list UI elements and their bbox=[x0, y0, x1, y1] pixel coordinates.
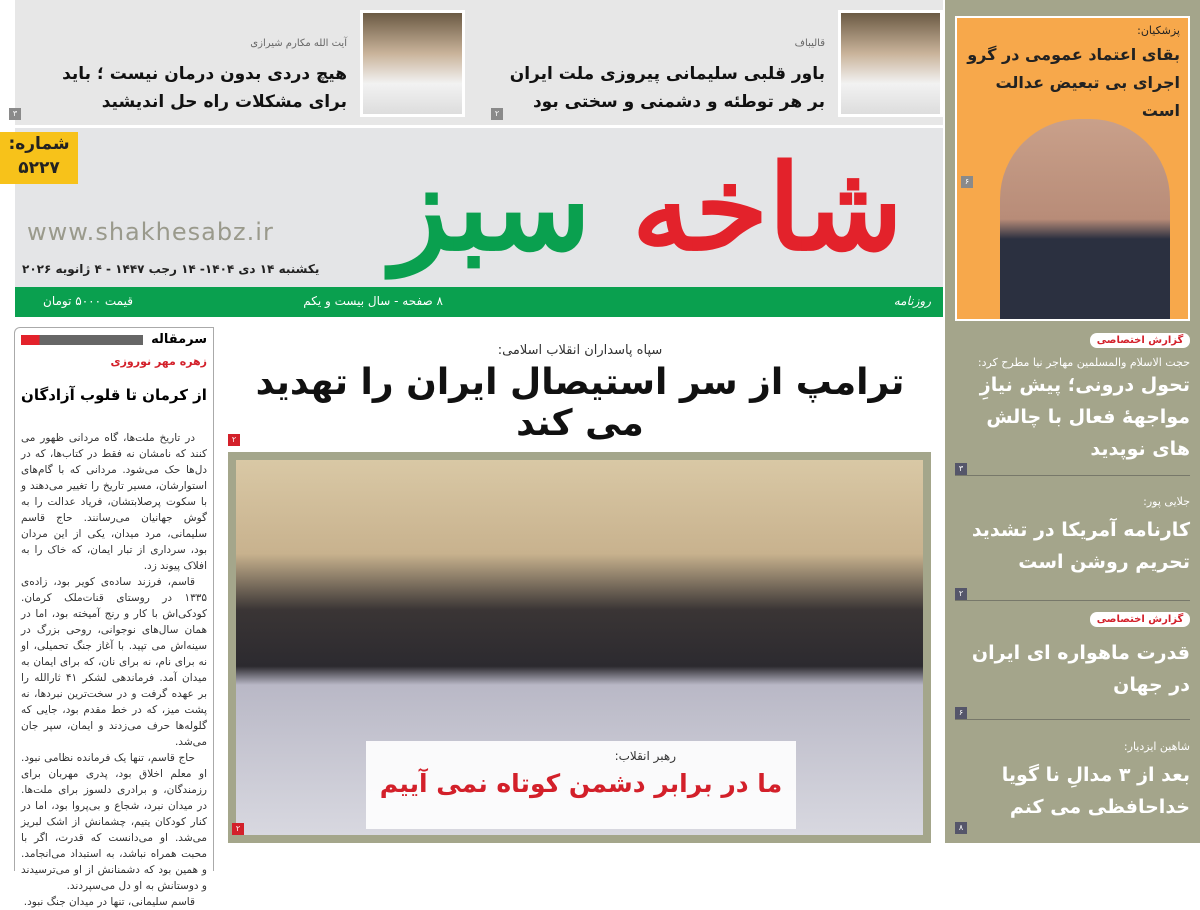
teaser-makarem[interactable] bbox=[12, 8, 465, 120]
price: قیمت ۵۰۰۰ تومان bbox=[43, 294, 133, 308]
paper-type: روزنامه bbox=[893, 294, 931, 308]
editorial-title[interactable]: از کرمان تا قلوب آزادگان bbox=[21, 386, 207, 404]
author: زهره مهر نوروزی bbox=[110, 355, 207, 368]
page-badge: ۲ bbox=[232, 823, 244, 835]
item-headline: کارنامه آمریکا در تشدید تحریم روشن است bbox=[971, 519, 1190, 573]
photo-image bbox=[236, 460, 923, 835]
sidebar-list bbox=[955, 333, 1190, 830]
page-badge: ۸ bbox=[955, 822, 967, 834]
main-kicker: سپاه پاسداران انقلاب اسلامی: bbox=[497, 343, 663, 358]
website-url[interactable]: www.shakhesabz.ir bbox=[27, 218, 274, 246]
item-kicker: حجت الاسلام والمسلمین مهاجر نیا مطرح کرد: bbox=[977, 356, 1190, 369]
sidebar-feature[interactable] bbox=[955, 16, 1190, 321]
feature-headline: بقای اعتماد عمومی در گرو اجرای بی تبعیض عدالت است bbox=[967, 45, 1180, 120]
sidebar-item[interactable] bbox=[955, 333, 1190, 475]
page-badge: ۲ bbox=[955, 588, 967, 600]
exclusive-tag: گزارش اختصاصی bbox=[1090, 333, 1190, 348]
item-headline: بعد از ۳ مدالِ نا گویا خداحافظی می کنم bbox=[1001, 764, 1190, 818]
teaser-photo bbox=[360, 10, 465, 117]
page-badge: ۳ bbox=[955, 463, 967, 475]
caption-kicker: رهبر انقلاب: bbox=[614, 749, 676, 763]
issue-date: یکشنبه ۱۴ دی ۱۴۰۴- ۱۴ رجب ۱۴۴۷ - ۴ ژانویه ۲۰۲۶ bbox=[22, 262, 320, 276]
section-bar bbox=[21, 335, 143, 345]
pages-year: ۸ صفحه - سال بیست و یکم bbox=[303, 294, 443, 308]
teaser-headline: باور قلبی سلیمانی پیروزی ملت ایران بر هر توطئه و دشمنی و سختی بود bbox=[509, 64, 825, 112]
teaser-headline: هیچ دردی بدون درمان نیست ؛ باید برای مشکلات راه حل اندیشید bbox=[62, 64, 347, 112]
item-kicker: شاهین ایزدیار: bbox=[1123, 740, 1190, 753]
caption-headline: ما در برابر دشمن کوتاه نمی آییم bbox=[379, 769, 783, 798]
page-badge: ۶ bbox=[961, 176, 973, 188]
paragraph: قاسم سلیمانی، تنها در میدان جنگ نبود. bbox=[23, 896, 195, 908]
paragraph: حاج قاسم، تنها یک فرمانده نظامی نبود. او معلم اخلاق بود، پدری مهربان برای رزمندگان، و برادری دلسوز برای ملت‌ها. در میدان نبرد، شجاع و بی‌پروا بود، اما در کنار کودکان یتیم، چشمانش از اشک لبریز می‌شد. او می‌دانست که قدرت، اگر با محبت همراه نباشد، به استبداد می‌انجامد. و همین بود که دشمنانش از او می‌ترسیدند و دوستانش به او دل می‌سپردند. bbox=[21, 752, 207, 892]
editorial-column bbox=[14, 327, 214, 908]
section-label: سرمقاله bbox=[151, 332, 207, 347]
feature-kicker: پزشکیان: bbox=[1137, 24, 1180, 37]
feature-photo bbox=[1000, 119, 1170, 319]
teaser-kicker: آیت الله مکارم شیرازی bbox=[250, 38, 347, 49]
item-kicker: جلایی پور: bbox=[1143, 495, 1190, 508]
exclusive-tag: گزارش اختصاصی bbox=[1090, 612, 1190, 627]
item-headline: قدرت ماهواره ای ایران در جهان bbox=[971, 642, 1190, 696]
teaser-kicker: قالیباف bbox=[794, 38, 825, 49]
teaser-ghalibaf[interactable] bbox=[493, 8, 943, 120]
page-badge: ۳ bbox=[9, 108, 21, 120]
page-badge: ۲ bbox=[491, 108, 503, 120]
main-headline[interactable]: ترامپ از سر استیصال ایران را تهدید می کند bbox=[255, 362, 905, 444]
sidebar-item[interactable] bbox=[955, 475, 1190, 600]
teaser-photo bbox=[838, 10, 943, 117]
top-teaser-strip bbox=[12, 0, 943, 125]
page-badge: ۲ bbox=[228, 434, 240, 446]
paragraph: در تاریخ ملت‌ها، گاه مردانی ظهور می کنند که نامشان نه فقط در کتاب‌ها، که در دل‌ها حک می‌شود. مردانی که با گام‌های استوارشان، مسیر تاریخ را تغییر می‌دهند و با سکوت پرصلابتشان، فریاد عدالت را به گوش جهانیان می‌رسانند. حاج قاسم سلیمانی، مرد میدان، یکی از این مردان بود، سرداری از تبار ایمان، که خاک را به افلاک پیوند زد. bbox=[21, 432, 207, 572]
page-badge: ۶ bbox=[955, 707, 967, 719]
masthead-bar bbox=[15, 287, 943, 317]
sidebar-item[interactable] bbox=[955, 600, 1190, 720]
issue-number-badge bbox=[0, 132, 78, 184]
photo-caption bbox=[366, 741, 796, 829]
sidebar-item[interactable] bbox=[955, 720, 1190, 830]
issue-label: شماره: bbox=[8, 134, 70, 154]
item-headline: تحول درونی؛ پیش نیازِ مواجههٔ فعال با چالش های نوپدید bbox=[979, 374, 1190, 460]
main-photo[interactable] bbox=[228, 452, 931, 843]
logo: شاخه سبز bbox=[391, 138, 903, 277]
issue-number: ۵۲۲۷ bbox=[18, 158, 60, 178]
paragraph: قاسم، فرزند ساده‌ی کویر بود، زاده‌ی ۱۳۳۵ در روستای قنات‌ملک کرمان. کودکی‌اش با کار و رنج آمیخته بود، اما در همان سال‌های نوجوانی، روحی بزرگ در سینه‌اش می تپید. با آغاز جنگ تحمیلی، او نه برای نام، نه برای نان، که برای ایمان به میدان آمد. فرماندهی لشکر ۴۱ ثارالله را بر عهده گرفت و در سخت‌ترین نبردها، نه پشت میز، که در خط مقدم بود، جایی که گلوله‌ها حرف می‌زدند و ایمان، سپر جان می‌شد. bbox=[21, 576, 207, 748]
